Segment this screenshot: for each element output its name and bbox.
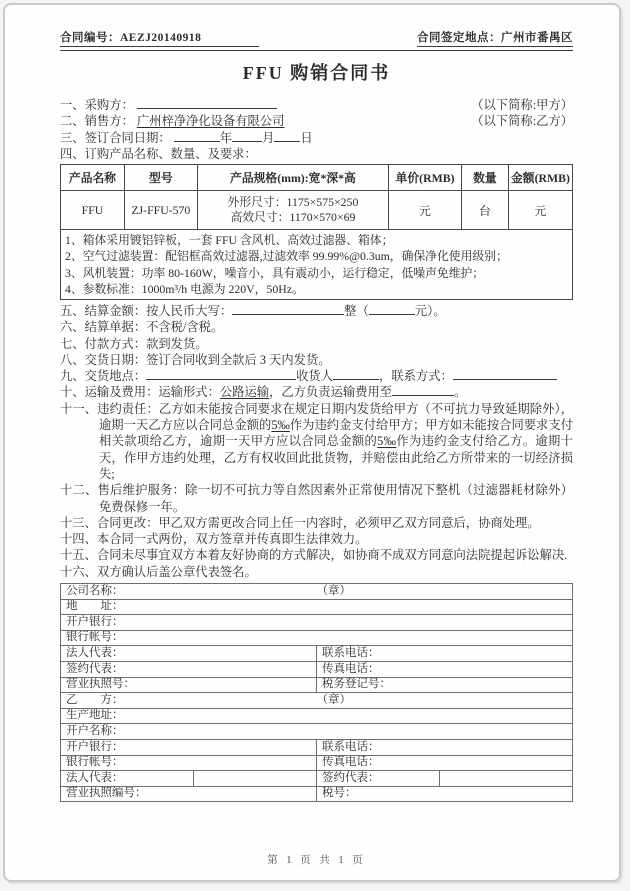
signing-place: [417, 29, 573, 47]
product-table-data-row: [61, 191, 573, 230]
party-a-bank-label: 开户银行：: [61, 615, 573, 631]
col-header-spec: 产品规格(mm):宽*深*高: [197, 165, 388, 191]
party-b-tax-label: 税号：: [316, 786, 572, 802]
consignee-blank: [333, 368, 379, 380]
signature-table: [60, 583, 573, 802]
quantity-cell: 台: [461, 191, 508, 230]
party-b-account-name-label: 开户名称：: [61, 724, 573, 740]
clause-delivery-place: [60, 368, 573, 384]
consignee-label: 收货人: [296, 369, 333, 384]
party-b-title-row: [61, 693, 573, 709]
clause-payment: 七、付款方式：款到发货。: [60, 336, 208, 351]
transport-dest-blank: [392, 384, 454, 396]
month-label: 月: [262, 130, 275, 145]
transport-end: 。: [454, 385, 467, 400]
party-b-title-cell: [61, 693, 573, 709]
spec-cell: [197, 191, 388, 230]
product-table-header-row: [61, 165, 573, 191]
party-b-reps-row: [61, 771, 573, 787]
clause-seller: [60, 113, 573, 129]
sign-date-label: 三、签订合同日期：: [60, 130, 171, 145]
breach-part3: 作为违约金支付给乙方。逾期十天，作甲方违约处理，乙方有权收回此批货物，并赔偿由此给乙方所带来的一切经济损失;: [99, 434, 573, 481]
product-note-3: 3、风机装置：功率 80-160W，噪音小，具有震动小，运行稳定，低噪声免维护；: [65, 265, 485, 280]
contract-number-value: AEZJ20140918: [120, 32, 202, 44]
party-b-sign-rep-label: 签约代表：: [316, 771, 439, 787]
product-table-notes-row: [61, 230, 573, 300]
contact-label: ，联系方式：: [379, 369, 453, 384]
day-label: 日: [300, 130, 313, 145]
clause-amendment: 十三、合同更改：甲乙双方需更改合同上任一内容时，必须甲乙双方同意后，协商处理。: [60, 515, 540, 530]
unit-price-cell: 元: [389, 191, 462, 230]
party-b-legal-rep-label: 法人代表：: [61, 771, 194, 787]
party-b-account-name-row: [61, 724, 573, 740]
party-b-bank-row: [61, 739, 573, 755]
amount-cell: 元: [508, 191, 572, 230]
party-a-shortname-note: （以下简称:甲方）: [471, 98, 573, 112]
party-b-legal-rep-value: [194, 771, 317, 787]
party-a-tax-label: 税务登记号：: [316, 677, 572, 693]
clause-copies: 十四、本合同一式两份，双方签章并传真即生法律效力。: [60, 532, 368, 547]
party-b-stamp-label: （章）: [316, 693, 351, 706]
seller-name: 广州梓净净化设备有限公司: [136, 114, 285, 129]
buyer-blank: [137, 97, 277, 109]
clause-products-heading: 四、订购产品名称、数量、及要求：: [60, 146, 257, 161]
spec-hepa-size: 高效尺寸：1170×570×69: [230, 210, 356, 225]
product-table: [60, 164, 573, 300]
clause-signature: 十六、双方确认后盖公章代表签名。: [60, 564, 257, 579]
party-a-account-row: [61, 630, 573, 646]
breach-part1: 十一、违约责任：乙方如未能按合同要求在规定日期内发货给甲方（不可抗力导致延期除外），逾期一天乙方应以合同总金额的: [60, 401, 573, 433]
party-a-company-label: 公司名称：: [66, 584, 124, 597]
transport-fee-label: ，乙方负责运输费用至: [269, 385, 393, 400]
signing-place-value: 广州市番禺区: [501, 32, 573, 44]
spec-outer-size: 外形尺寸：1175×575×250: [227, 194, 359, 209]
party-b-phone-label: 联系电话：: [316, 739, 572, 755]
party-a-company-cell: [61, 584, 573, 600]
clause-breach: [60, 401, 573, 482]
product-note-2: 2、空气过滤装置：配铝框高效过滤器,过滤效率 99.99%@0.3um，确保净化使用级别；: [65, 249, 508, 264]
page-header: [60, 29, 573, 51]
col-header-amount: 金额(RMB): [508, 165, 572, 191]
party-b-sign-rep-value: [439, 771, 572, 787]
col-header-unit-price: 单价(RMB): [389, 165, 462, 191]
party-a-account-label: 银行帐号：: [61, 630, 573, 646]
page-number: 第 1 页 共 1 页: [267, 855, 366, 867]
contact-blank: [453, 368, 557, 380]
product-note-1: 1、箱体采用镀铝锌板，一套 FFU 含风机、高效过滤器、箱体；: [65, 233, 394, 248]
col-header-model: 型号: [125, 165, 198, 191]
settlement-mid: 整（: [344, 304, 369, 318]
clause-warranty: 十二、售后维护服务：除一切不可抗力等自然因素外正常使用情况下整机（过滤器耗材除外）免费保修一年。: [60, 483, 573, 514]
party-a-license-label: 营业执照号：: [61, 677, 317, 693]
party-b-prod-address-row: [61, 708, 573, 724]
year-blank: [174, 130, 220, 142]
contract-page: [3, 3, 621, 882]
day-blank: [274, 130, 300, 142]
party-b-shortname-note: （以下简称:乙方）: [471, 114, 573, 129]
year-label: 年: [219, 130, 233, 145]
party-a-fax-label: 传真电话：: [316, 662, 572, 678]
transport-label: 十、运输及费用：运输形式：: [60, 385, 220, 400]
product-name-cell: FFU: [61, 191, 125, 230]
party-b-label: 乙 方：: [66, 693, 124, 706]
contract-number: [60, 29, 259, 47]
seller-label: 二、销售方：: [60, 114, 134, 129]
clause-settlement-amount: [60, 303, 573, 319]
document-title: FFU 购销合同书: [242, 63, 391, 83]
product-note-4: 4、参数标准：1000m³/h 电源为 220V，50Hz。: [65, 281, 304, 296]
settlement-end: 元）。: [414, 304, 446, 318]
party-a-sign-rep-row: [61, 662, 573, 678]
party-b-license-row: [61, 786, 573, 802]
party-b-license-label: 营业执照编号：: [61, 786, 317, 802]
party-b-fax-label: 传真电话：: [316, 755, 572, 771]
clause-buyer: [60, 97, 573, 113]
party-a-company-row: [61, 584, 573, 600]
month-blank: [232, 130, 262, 142]
party-a-bank-row: [61, 615, 573, 631]
contract-number-label: 合同编号：: [60, 32, 120, 44]
transport-mode: 公路运输: [219, 385, 270, 400]
penalty-rate-1: 5‰: [271, 418, 290, 433]
penalty-rate-2: 5‰: [377, 434, 397, 449]
clause-sign-date: [60, 130, 573, 146]
buyer-label: 一、采购方：: [60, 98, 134, 112]
party-a-legal-rep-label: 法人代表：: [61, 646, 317, 662]
party-a-address-row: [61, 599, 573, 615]
party-a-license-row: [61, 677, 573, 693]
party-a-stamp-label: （章）: [316, 584, 351, 597]
settlement-label: 五、结算金额：按人民币大写：: [60, 304, 233, 318]
delivery-place-blank: [146, 368, 296, 380]
signing-place-label: 合同签定地点：: [417, 32, 501, 44]
party-b-account-label: 银行帐号：: [61, 755, 317, 771]
party-a-phone-label: 联系电话：: [316, 646, 572, 662]
amount-words-blank: [232, 303, 344, 315]
breach-part2: 作为违约金支付给甲方；甲方如未能按合同要求支付相关款项给乙方，逾期一天甲方应以合同总金额的: [99, 418, 573, 449]
clause-invoice: 六、结算单据：不含税/含税。: [60, 320, 224, 335]
clause-dispute: 十五、合同未尽事宜双方本着友好协商的方式解决，如协商不成双方同意向法院提起诉讼解决.: [60, 548, 568, 563]
party-b-account-row: [61, 755, 573, 771]
col-header-product-name: 产品名称: [61, 165, 125, 191]
party-b-bank-label: 开户银行：: [61, 739, 317, 755]
clause-delivery-date: 八、交货日期：签订合同收到全款后 3 天内发货。: [60, 352, 331, 367]
party-a-sign-rep-label: 签约代表：: [61, 662, 317, 678]
delivery-place-label: 九、交货地点：: [60, 369, 147, 384]
party-b-prod-address-label: 生产地址：: [61, 708, 573, 724]
col-header-quantity: 数量: [461, 165, 508, 191]
amount-figures-blank: [369, 303, 415, 315]
party-a-legal-rep-row: [61, 646, 573, 662]
party-a-address-label: 地 址：: [61, 599, 573, 615]
product-notes: [61, 230, 573, 300]
clause-transport: [60, 384, 573, 400]
model-cell: ZJ-FFU-570: [125, 191, 198, 230]
